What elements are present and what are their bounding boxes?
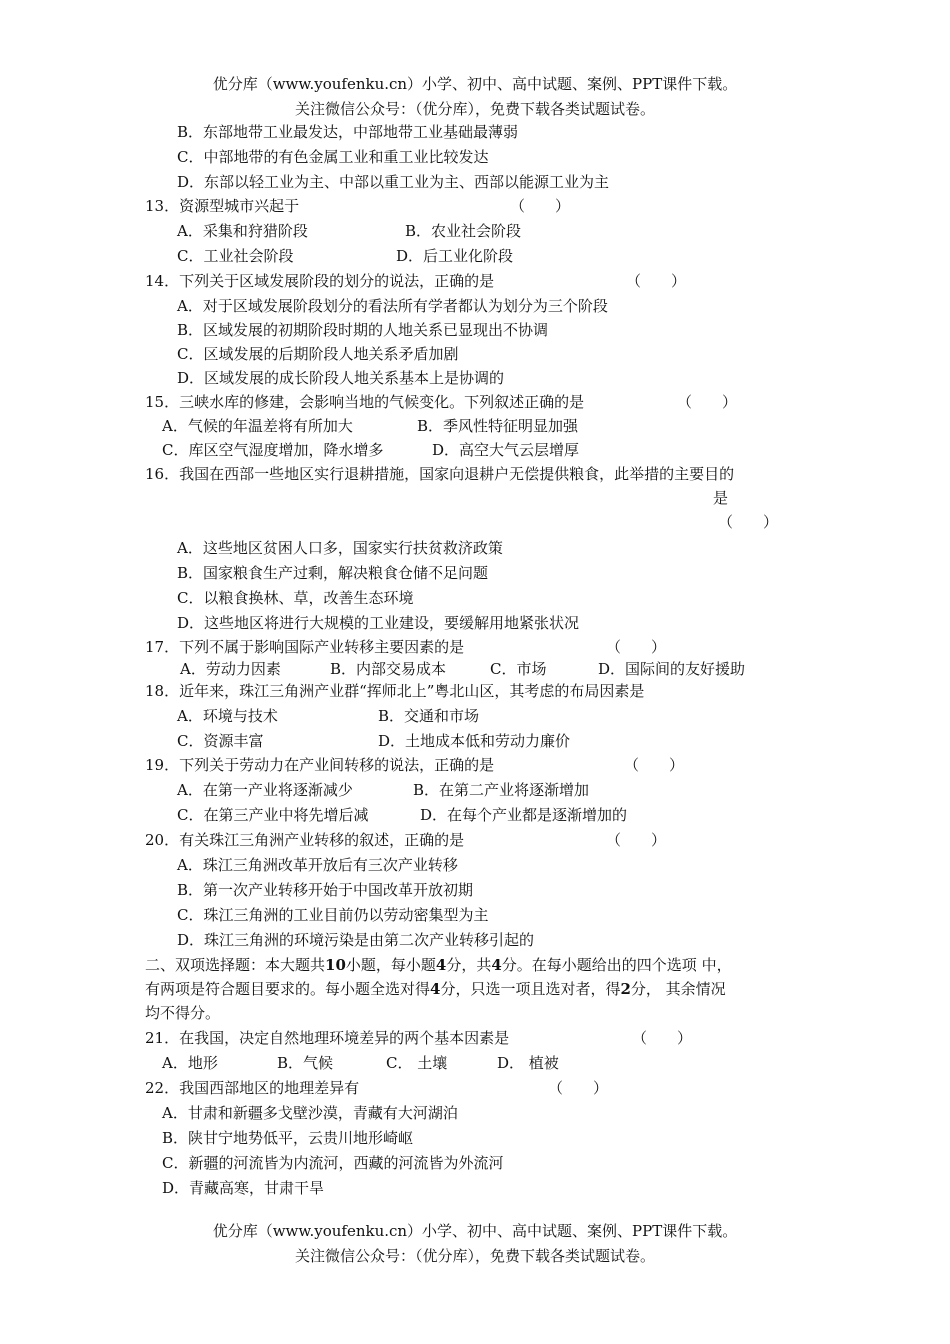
section2-count: 10: [325, 956, 346, 974]
section2-text-1b: 小题，每小题: [345, 956, 436, 974]
section2-text-2c: 分， 其余情况: [630, 980, 726, 998]
q12-option-c: C．中部地带的有色金属工业和重工业比较发达: [177, 148, 489, 166]
q22-stem: 22．我国西部地区的地理差异有: [145, 1079, 360, 1097]
q21-option-b: B．气候: [277, 1054, 334, 1072]
q20-stem: 20．有关珠江三角洲产业转移的叙述，正确的是: [145, 831, 465, 849]
q21-option-a: A．地形: [162, 1054, 218, 1072]
q13-option-c: C．工业社会阶段: [177, 247, 294, 265]
q14-option-b: B．区域发展的初期阶段时期的人地关系已显现出不协调: [177, 321, 549, 339]
q13-stem: 13．资源型城市兴起于: [145, 197, 300, 215]
q20-option-c: C．珠江三角洲的工业目前仍以劳动密集型为主: [177, 906, 489, 924]
q15-option-c: C．库区空气湿度增加，降水增多: [162, 441, 384, 459]
q16-option-a: A．这些地区贫困人口多，国家实行扶贫救济政策: [177, 539, 503, 557]
section2-text-2b: 分，只选一项且选对者，得: [440, 980, 621, 998]
q15-option-a: A．气候的年温差将有所加大: [162, 417, 353, 435]
q21-stem: 21．在我国，决定自然地理环境差异的两个基本因素是: [145, 1029, 510, 1047]
section2-points-total: 4: [491, 956, 502, 974]
footer-line-2: 关注微信公众号：（优分库），免费下载各类试题试卷。: [294, 1247, 655, 1265]
q19-option-d: D．在每个产业都是逐渐增加的: [420, 806, 628, 824]
q16-option-d: D．这些地区将进行大规模的工业建设，要缓解用地紧张状况: [177, 614, 580, 632]
q22-option-a: A．甘肃和新疆多戈壁沙漠，青藏有大河湖泊: [162, 1104, 458, 1122]
q12-option-d: D．东部以轻工业为主、中部以重工业为主、西部以能源工业为主: [177, 173, 610, 191]
section2-text-1a: 二、双项选择题：本大题共: [145, 956, 326, 974]
section2-instructions-line-3: 均不得分。: [145, 1004, 221, 1022]
q17-stem: 17．下列不属于影响国际产业转移主要因素的是: [145, 638, 465, 656]
q15-option-b: B．季风性特征明显加强: [417, 417, 579, 435]
q16-option-b: B．国家粮食生产过剩，解决粮食仓储不足问题: [177, 564, 489, 582]
q13-option-d: D．后工业化阶段: [396, 247, 514, 265]
q17-option-b: B．内部交易成本: [330, 660, 447, 678]
q17-option-d: D．国际间的友好援助: [598, 660, 746, 678]
section2-text-1c: 分，共: [446, 956, 492, 974]
q20-option-d: D．珠江三角洲的环境污染是由第二次产业转移引起的: [177, 931, 535, 949]
q19-option-a: A．在第一产业将逐渐减少: [177, 781, 353, 799]
q22-option-b: B．陕甘宁地势低平，云贵川地形崎岖: [162, 1129, 414, 1147]
q15-stem: 15．三峡水库的修建，会影响当地的气候变化。下列叙述正确的是: [145, 393, 585, 411]
q17-answer-paren: （ ）: [606, 638, 667, 656]
q17-option-a: A．劳动力因素: [180, 660, 281, 678]
q14-option-a: A．对于区域发展阶段划分的看法所有学者都认为划分为三个阶段: [177, 297, 608, 315]
q22-option-d: D．青藏高寒，甘肃干旱: [162, 1179, 325, 1197]
q14-option-d: D．区域发展的成长阶段人地关系基本上是协调的: [177, 369, 505, 387]
q18-option-d: D．土地成本低和劳动力廉价: [378, 732, 571, 750]
section2-points-each: 4: [435, 956, 447, 974]
q15-option-d: D．高空大气云层增厚: [432, 441, 580, 459]
q20-answer-paren: （ ）: [606, 831, 667, 849]
q18-option-a: A．环境与技术: [177, 707, 278, 725]
q13-answer-paren: （ ）: [510, 197, 571, 215]
q22-option-c: C．新疆的河流皆为内流河，西藏的河流皆为外流河: [162, 1154, 504, 1172]
q16-option-c: C．以粮食换林、草，改善生态环境: [177, 589, 414, 607]
q13-option-a: A．采集和狩猎阶段: [177, 222, 308, 240]
section2-text-2a: 有两项是符合题目要求的。每小题全选对得: [145, 980, 431, 998]
section2-partial-score: 2: [620, 980, 631, 998]
q14-answer-paren: （ ）: [626, 272, 687, 290]
q21-option-d: D． 植被: [497, 1054, 559, 1072]
q16-stem: 16．我国在西部一些地区实行退耕措施，国家向退耕户无偿提供粮食，此举措的主要目的: [145, 465, 735, 483]
section2-full-score: 4: [430, 980, 441, 998]
q21-answer-paren: （ ）: [632, 1029, 693, 1047]
footer-line-1: 优分库（www.youfenku.cn）小学、初中、高中试题、案例、PPT课件下载。: [212, 1222, 738, 1240]
q14-option-c: C．区域发展的后期阶段人地关系矛盾加剧: [177, 345, 459, 363]
q18-option-b: B．交通和市场: [378, 707, 480, 725]
q16-stem-end: 是: [713, 489, 729, 507]
section2-text-1d: 分。在每小题给出的四个选项 中，: [501, 956, 732, 974]
q21-option-c: C． 土壤: [386, 1054, 448, 1072]
q17-option-c: C．市场: [490, 660, 547, 678]
q12-option-b: B．东部地带工业最发达，中部地带工业基础最薄弱: [177, 123, 519, 141]
q15-answer-paren: （ ）: [677, 393, 738, 411]
q19-option-c: C．在第三产业中将先增后减: [177, 806, 369, 824]
header-line-1: 优分库（www.youfenku.cn）小学、初中、高中试题、案例、PPT课件下载。: [212, 75, 738, 93]
q19-option-b: B．在第二产业将逐渐增加: [413, 781, 590, 799]
header-line-2: 关注微信公众号：（优分库），免费下载各类试题试卷。: [294, 100, 655, 118]
q19-answer-paren: （ ）: [624, 756, 685, 774]
section2-instructions-line-1: [145, 953, 732, 977]
q13-option-b: B．农业社会阶段: [405, 222, 522, 240]
q20-option-b: B．第一次产业转移开始于中国改革开放初期: [177, 881, 474, 899]
q22-answer-paren: （ ）: [548, 1079, 609, 1097]
section2-instructions-line-2: [145, 977, 726, 1001]
q14-stem: 14．下列关于区域发展阶段的划分的说法，正确的是: [145, 272, 495, 290]
q20-option-a: A．珠江三角洲改革开放后有三次产业转移: [177, 856, 458, 874]
q19-stem: 19．下列关于劳动力在产业间转移的说法，正确的是: [145, 756, 495, 774]
q18-stem: 18．近年来，珠江三角洲产业群“挥师北上”粤北山区，其考虑的布局因素是: [145, 682, 645, 700]
q18-option-c: C．资源丰富: [177, 732, 264, 750]
q16-answer-paren: （ ）: [718, 513, 779, 531]
